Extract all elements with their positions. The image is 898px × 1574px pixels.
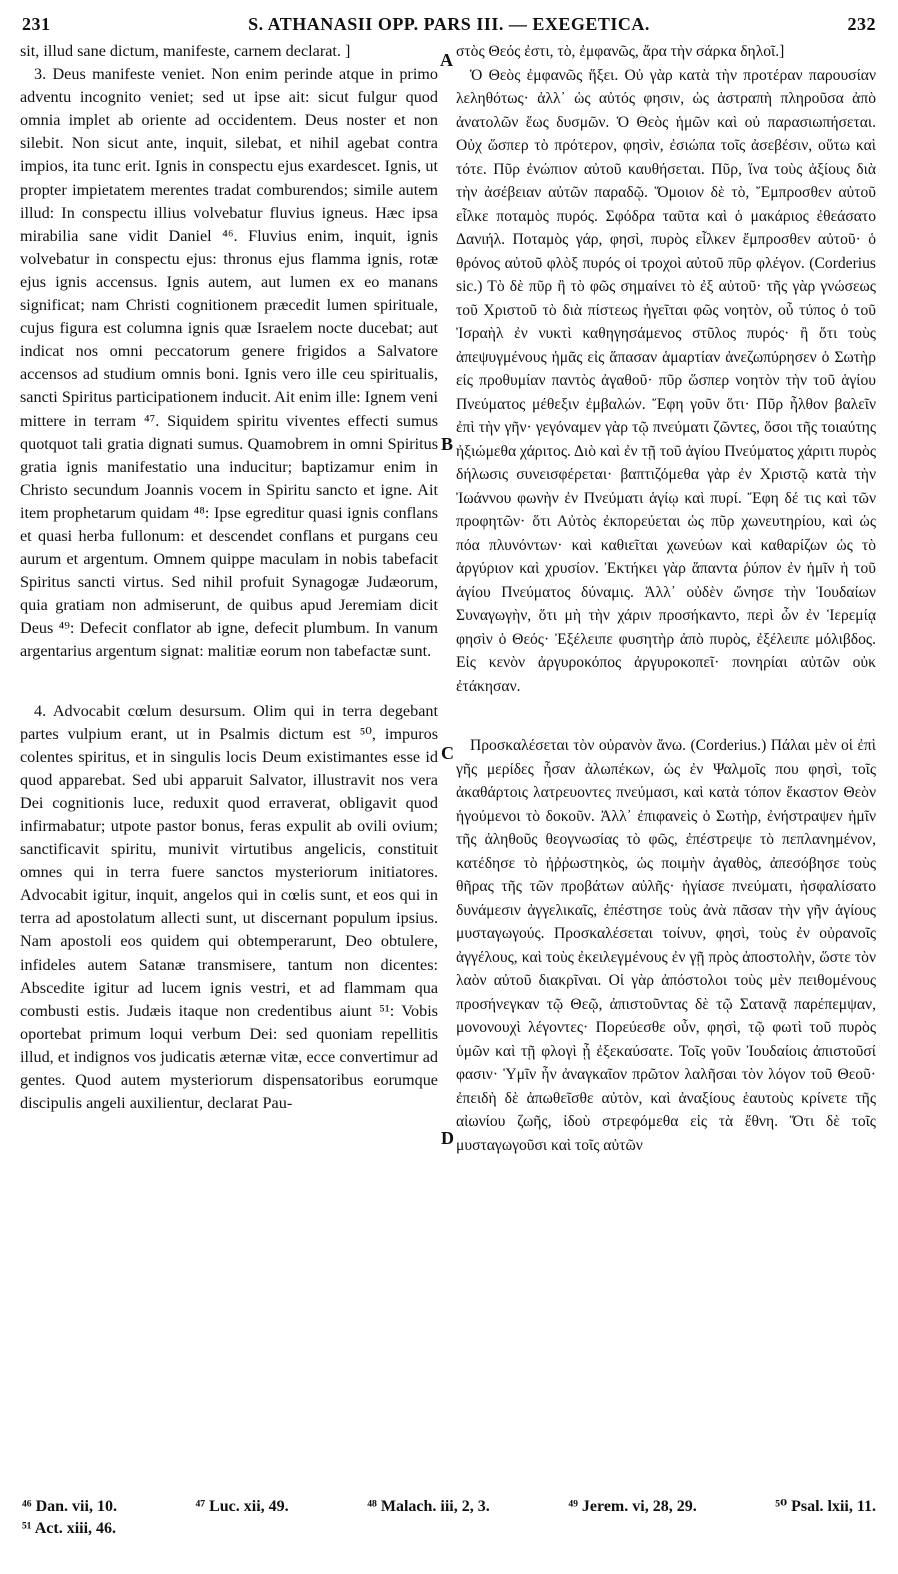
footnote-46: ⁴⁶ Dan. vii, 10. bbox=[22, 1498, 117, 1515]
margin-letter-d: D bbox=[441, 1128, 454, 1148]
greek-paragraph-1: στὸς Θεός ἐστι, τὸ, ἐμφανῶς, ἄρα τὴν σάρκα δηλοῖ.] bbox=[456, 43, 785, 60]
latin-paragraph-1: sit, illud sane dictum, manifeste, carnem declarat. ] bbox=[20, 42, 351, 60]
margin-letter-c: C bbox=[441, 743, 454, 763]
greek-paragraph-2: Ὁ Θεὸς ἐμφανῶς ἥξει. Οὐ γὰρ κατὰ τὴν προτέραν παρουσίαν λεληθότως· ἀλλ᾽ ὡς αὐτός φησιν, ὡς ἀστραπὴ πληροῦσα ἀπὸ ἀνατολῶν ἕως δυσμῶν. Ὁ Θεὸς ἡμῶν καὶ οὐ παρασιωπήσεται. Οὐχ ὥσπερ τὸ πρότερον, φησὶν, ἐσιώπα τοῖς ἀσεβέσιν, οὕτω καὶ τότε. Πῦρ ἐνώπιον αὐτοῦ καυθήσεται. Πῦρ, ἵνα τοὺς ἀξίους διὰ τὴν ἀσέβειαν αὐτῶν παραδῷ. Ὅμοιον δὲ τὸ, Ἔμπροσθεν αὐτοῦ εἷλκε ποταμὸς πυρός. Σφόδρα ταῦτα καὶ ὁ μακάριος ἐθεάσατο Δανιήλ. Ποταμὸς γάρ, φησὶ, πυρὸς εἷλκεν ἔμπροσθεν αὐτοῦ· ὁ θρόνος αὐτοῦ φλὸξ πυρός οἱ τροχοὶ αὐτοῦ πῦρ φλέγον. (Corderius sic.) Τὸ δὲ πῦρ ἢ τὸ φῶς σημαίνει τὸ ἐξ αὐτοῦ· τῆς γὰρ γνώσεως τοῦ Χριστοῦ τὸ διὰ πίστεως ἡγεῖται φῶς νοητὸν, οὗ τύπος ὁ τοῦ Ἰσραὴλ ἐν νυκτὶ καθηγησάμενος στῦλος πυρός· ἢ ὅτι τοὺς ἀπεψυγμένους ἡμᾶς εἰς ἅπασαν ἁμαρτίαν ἀνεζωπύρησεν ὁ Σωτὴρ εἰς προθυμίαν παντὸς ἀγαθοῦ· πῦρ ὥσπερ νοητὸν τὴν τοῦ ἁγίου Πνεύματος μέθεξιν ἐμβαλών. Ἔφη γοῦν ὅτι· Πῦρ ἦλθον βαλεῖν ἐπὶ τὴν γῆν· γεγόναμεν γὰρ τῷ πνεύματι ζῶντες, ὅσοι τῆς τοιαύτης ἠξιώμεθα χάριτος. Διὸ καὶ ἐν τῇ τοῦ ἁγίου Πνεύματος χάριτι πυρὸς δήλωσις συνεισφέρεται· βαπτιζόμεθα γὰρ ἐν Χριστῷ κατὰ τὴν Ἰωάννου φωνὴν ἐν Πνεύματι ἁγίῳ καὶ πυρί. Ἔφη δέ τις καὶ τῶν προφητῶν· ὅτι Αὐτὸς ἐκπορεύεται ὡς πῦρ χωνευτηρίου, καὶ ὡς πόα πλυνόντων· καὶ καθιεῖται χωνεύων καὶ καθαρίζων ὡς τὸ ἀργύριον καὶ χρυσίον. Ἐκτήκει γὰρ ἅπαντα ῥύπον ἐν ἡμῖν ἡ τοῦ ἁγίου Πνεύματος δύναμις. Ἀλλ᾽ οὐδὲν ὤνησε τὴν Ἰουδαίων Συναγωγὴν, ὅτι μὴ τὴν χάριν προσήκαντο, περὶ ὧν ἐν Ἱερεμίᾳ φησὶν ὁ Θεός· Ἐξέλειπε φυσητὴρ ἀπὸ πυρὸς, ἐξέλειπε μόλιβδος. Εἰς κενὸν ἀργυροκόπος ἀργυροκοπεῖ· πονηρίαι αὐτῶν οὐκ ἐτάκησαν. bbox=[456, 66, 876, 695]
footnote-row-1 bbox=[22, 1496, 876, 1518]
margin-letter-b: B bbox=[441, 434, 454, 454]
footnote-48: ⁴⁸ Malach. iii, 2, 3. bbox=[367, 1498, 490, 1515]
latin-column bbox=[20, 40, 438, 1115]
footnote-50: ⁵⁰ Psal. lxii, 11. bbox=[775, 1498, 876, 1515]
footnote-51: ⁵¹ Act. xiii, 46. bbox=[22, 1520, 117, 1537]
margin-letter-a: A bbox=[440, 50, 453, 70]
greek-paragraph-3: Προσκαλέσεται τὸν οὐρανὸν ἄνω. (Corderius.) Πάλαι μὲν οἱ ἐπὶ γῆς μερίδες ἦσαν ἀλωπέκων, ὡς ἐν Ψαλμοῖς που φησὶ, τοῖς ἀκαθάρτοις λατρευοντες πνεύμασι, καὶ κατὰ τόπον ἕκαστον Θεὸν ἡγούμενοι τὸ δοκοῦν. Ἀλλ᾽ ἐπιφανεὶς ὁ Σωτὴρ, ἐνήστραψεν ἡμῖν τῆς ἀληθοῦς θεογνωσίας τὸ φῶς, ἐπέστρεψε τὸ πεπλανημένον, κατέδησε τὸ ἠῤῥωστηκὸς, ὡς ποιμὴν ἀγαθὸς, ἀπεσόβησε τοὺς θῆρας τῆς τῶν προβάτων αὐλῆς· ἡγίασε πνεύματι, ἠσφαλίσατο δυνάμεσιν ἀγγελικαῖς, ἐπέστησε τοὺς ἀνὰ πᾶσαν τὴν γῆν ἁγίους μυσταγωγούς. Προσκαλέσεται τοίνυν, φησὶ, τοὺς ἐν οὐρανοῖς ἀγγέλους, καὶ τοὺς ἐκειλεγμένους ἐν γῇ πρὸς ἀποστολὴν, ὥστε τὸν λαὸν αὐτοῦ διακρῖναι. Οἱ γὰρ ἀπόστολοι τοὺς μὲν πειθομένους προσήνεγκαν τῷ Θεῷ, ἀπιστοῦντας δὲ τῷ Σατανᾷ παρέπεμψαν, μονονουχὶ λέγοντες· Πορεύεσθε οὖν, φησὶ, τῷ φωτὶ τοῦ πυρὸς ὑμῶν καὶ τῇ φλογὶ ᾗ ἐξεκαύσατε. Τοῖς γοῦν Ἰουδαίοις ἀπιστοῦσί φασιν· Ὑμῖν ἦν ἀναγκαῖον πρῶτον λαλῆσαι τὸν λόγον τοῦ Θεοῦ· ἐπειδὴ δὲ ἀπωθεῖσθε αὐτὸν, καὶ ἀναξίους ἑαυτοὺς κρίνετε τῆς αἰωνίου ζωῆς, ἰδοὺ στρεφόμεθα εἰς τὰ ἔθνη. Ὅτι δὲ τοῖς μυσταγωγοῦσι καὶ τοῖς αὐτῶν bbox=[456, 737, 876, 1154]
footnote-47: ⁴⁷ Luc. xii, 49. bbox=[195, 1498, 289, 1515]
latin-paragraph-3: 4. Advocabit cœlum desursum. Olim qui in terra degebant partes vulpium erant, ut in Psalmis dictum est ⁵⁰, impuros colentes spiritus, et in singulis locis Deum existimantes esse id quod apparebat. Sed ubi apparuit Salvator, illustravit nos vera Dei cognitionis luce, reduxit quod erraverat, obligavit quod infirmabatur; utpote pastor bonus, feras expulit ab ovili ovium; sanctificavit spiritu, munivit virtutibus angelicis, constituit omnes qui in terra fuere sanctos mysteriorum initiatores. Advocabit igitur, inquit, angelos qui in cœlis sunt, et eos qui in terra ad apostolatum allecti sunt, ut discernant populum ipsius. Nam apostoli eos quidem qui obtemperarunt, Deo obtulere, infideles autem Satanæ transmisere, tantum non dicentes: Abscedite igitur ad lucem ignis vestri, et ad flammam qua combusti estis. Judæis itaque non credentibus aiunt ⁵¹: Vobis oportebat primum loqui verbum Dei: sed quoniam repellitis illud, et indignos vos judicatis æternæ vitæ, ecce convertimur ad gentes. Quod autem mysteriorum dispensatoribus eorumque discipulis angeli auxilientur, declarat Pau- bbox=[20, 701, 438, 1113]
page-number-left: 231 bbox=[22, 14, 51, 34]
running-header bbox=[22, 14, 876, 38]
header-title: S. ATHANASII OPP. PARS III. — EXEGETICA. bbox=[248, 14, 650, 34]
page-number-right: 232 bbox=[847, 14, 876, 34]
latin-paragraph-2: 3. Deus manifeste veniet. Non enim perinde atque in primo adventu incognito veniet; sed ut ipse ait: sicut fulgur quod omnia implet ab oriente ad occidentem. Deus noster et non silebit. Non sicut ante, inquit, silebat, et nihil agebat contra impios, ita tunc erit. Ignis in conspectu ejus exardescet. Ignis, ut propter impietatem merentes tradat comburendos; simile autem illud: In conspectu illius volvebatur fluvius igneus. Hæc ipsa mirabilia sane vidit Daniel ⁴⁶. Fluvius enim, inquit, ignis volvebatur in conspectu ejus: thronus ejus flamma ignis, rotæ ejus ignis accensus. Ignis autem, aut lumen ex eo manans significat; nam Christi cognitionem præcedit lumen spirituale, cujus figura est columna ignis quæ Israelem nocte ducebat; aut indicat nos omni peccatorum genere frigidos a Salvatore accensos ad studium omnis boni. Ignis vero ille ceu spiritualis, sancti Spiritus participationem inducit. Ait enim ille: Ignem veni mittere in terram ⁴⁷. Siquidem spiritu viventes effecti sumus quotquot tali gratia dignati sumus. Quamobrem in omni Spiritus gratia ignis manifestatio una inducitur; baptizamur enim in Christo secundum Joannis vocem in Spiritu sancto et igne. Ait item prophetarum quidam ⁴⁸: Ipse egreditur quasi ignis conflans et quasi herba fullonum: et descendet conflans et purgans ceu aurum et argentum. Omnem quippe maculam in nobis tabefacit Spiritus sancti virtus. Sed nihil profuit Synagogæ Judæorum, quia gratiam non admiserunt, de quibus apud Jeremiam dicit Deus ⁴⁹: Defecit conflator ab igne, defecit plumbum. In vanum argentarius argentum signat: malitiæ eorum non tabefactæ sunt. bbox=[20, 65, 438, 661]
greek-column bbox=[456, 40, 876, 1157]
footnotes bbox=[22, 1496, 876, 1540]
footnote-row-2 bbox=[22, 1518, 876, 1540]
footnote-49: ⁴⁹ Jerem. vi, 28, 29. bbox=[568, 1498, 697, 1515]
